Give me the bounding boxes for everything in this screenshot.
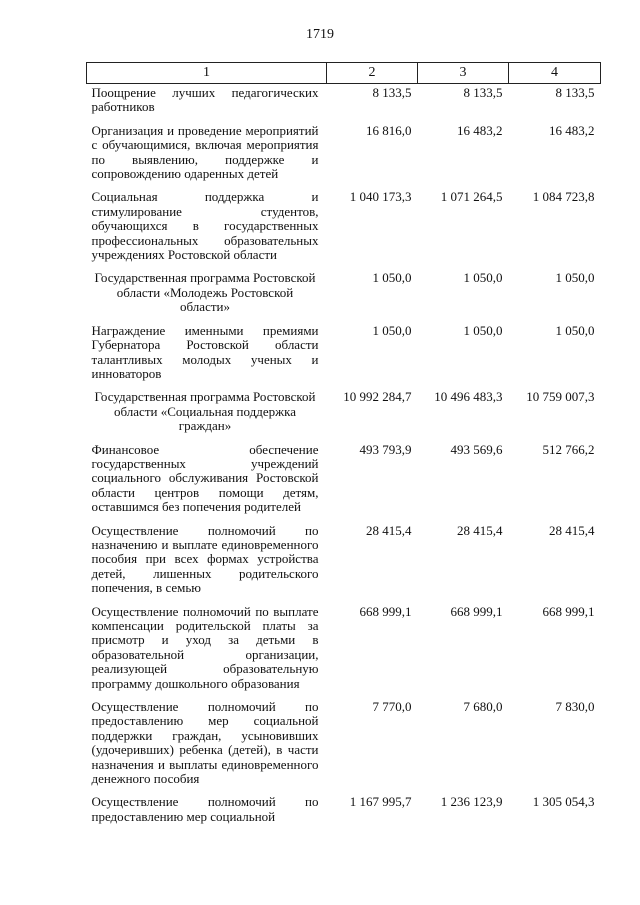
expense-item-cell: Организация и проведение мероприятий с обучающимися, включая мероприятия по выявлению, поддержке и сопровождению одаренных детей	[91, 122, 319, 182]
amount-cell-col-3: 668 999,1	[450, 603, 503, 619]
table-row	[87, 524, 601, 605]
amount-cell-col-4: 1 050,0	[555, 322, 595, 338]
amount-cell-col-2: 7 770,0	[372, 699, 412, 715]
expense-item-cell: Награждение именными премиями Губернатора Ростовской области талантливых молодых ученых и инноваторов	[91, 322, 319, 381]
amount-cell-col-4: 7 830,0	[555, 699, 595, 715]
amount-cell-col-3: 1 050,0	[463, 270, 503, 286]
column-header-3: 3	[418, 63, 509, 84]
column-header-4: 4	[509, 63, 601, 84]
amount-cell-col-2: 28 415,4	[366, 522, 412, 538]
amount-cell-col-4: 16 483,2	[549, 122, 595, 138]
amount-cell-col-2: 1 050,0	[372, 322, 412, 338]
expense-item-cell: Осуществление полномочий по предоставлению мер социальной поддержки граждан, усыновивших (удочеривших) ребенка (детей), в части назначения и выплаты единовременного денежного пособия	[91, 699, 319, 787]
amount-cell-col-3: 28 415,4	[457, 522, 503, 538]
program-title-cell: Государственная программа Ростовской области «Молодежь Ростовской области»	[94, 270, 316, 315]
amount-cell-col-4: 1 084 723,8	[532, 189, 595, 205]
program-title-cell: Государственная программа Ростовской области «Социальная поддержка граждан»	[94, 389, 316, 434]
amount-cell-col-2: 493 793,9	[359, 441, 412, 457]
amount-cell-col-2: 1 040 173,3	[349, 189, 412, 205]
amount-cell-col-3: 8 133,5	[463, 85, 503, 100]
amount-cell-col-4: 512 766,2	[542, 441, 595, 457]
amount-cell-col-2: 10 992 284,7	[343, 389, 412, 405]
table-header	[87, 63, 601, 84]
amount-cell-col-3: 10 496 483,3	[434, 389, 503, 405]
expense-item-cell: Поощрение лучших педагогических работников	[91, 85, 319, 115]
amount-cell-col-4: 10 759 007,3	[526, 389, 595, 405]
header-row	[87, 63, 601, 84]
expense-item-cell: Осуществление полномочий по предоставлению мер социальной	[91, 794, 319, 824]
budget-table	[86, 62, 601, 824]
table-row	[87, 84, 601, 124]
amount-cell-col-2: 1 167 995,7	[349, 794, 412, 810]
table-row	[87, 190, 601, 271]
amount-cell-col-3: 1 071 264,5	[440, 189, 503, 205]
column-header-2: 2	[327, 63, 418, 84]
amount-cell-col-4: 28 415,4	[549, 522, 595, 538]
amount-cell-col-3: 1 236 123,9	[440, 794, 503, 810]
amount-cell-col-2: 16 816,0	[366, 122, 412, 138]
table-row	[87, 124, 601, 191]
table-row	[87, 271, 601, 323]
table-row	[87, 700, 601, 795]
table-row	[87, 324, 601, 391]
amount-cell-col-3: 493 569,6	[450, 441, 503, 457]
expense-item-cell: Финансовое обеспечение государственных учреждений социального обслуживания Ростовской области центров помощи детям, оставшимся без попечения родителей	[91, 441, 319, 515]
amount-cell-col-3: 16 483,2	[457, 122, 503, 138]
table-row	[87, 795, 601, 824]
amount-cell-col-4: 1 050,0	[555, 270, 595, 286]
column-header-1: 1	[87, 63, 327, 84]
table-body	[87, 84, 601, 825]
amount-cell-col-4: 668 999,1	[542, 603, 595, 619]
amount-cell-col-3: 1 050,0	[463, 322, 503, 338]
amount-cell-col-2: 8 133,5	[372, 85, 412, 100]
amount-cell-col-4: 1 305 054,3	[532, 794, 595, 810]
table-row	[87, 443, 601, 524]
expense-item-cell: Осуществление полномочий по выплате компенсации родительской платы за присмотр и уход за детьми в образовательной организации, реализующей образовательную программу дошкольного образования	[91, 603, 319, 691]
page-number: 1719	[306, 27, 334, 42]
amount-cell-col-3: 7 680,0	[463, 699, 503, 715]
table-row	[87, 390, 601, 442]
expense-item-cell: Осуществление полномочий по назначению и выплате единовременного пособия при всех формах устройства детей, лишенных родительского попечения, в семью	[91, 522, 319, 596]
amount-cell-col-2: 668 999,1	[359, 603, 412, 619]
amount-cell-col-4: 8 133,5	[555, 85, 595, 100]
budget-table-container	[86, 62, 600, 824]
amount-cell-col-2: 1 050,0	[372, 270, 412, 286]
table-row	[87, 605, 601, 700]
expense-item-cell: Социальная поддержка и стимулирование студентов, обучающихся в государственных профессиональных образовательных учреждениях Ростовской области	[91, 189, 319, 263]
